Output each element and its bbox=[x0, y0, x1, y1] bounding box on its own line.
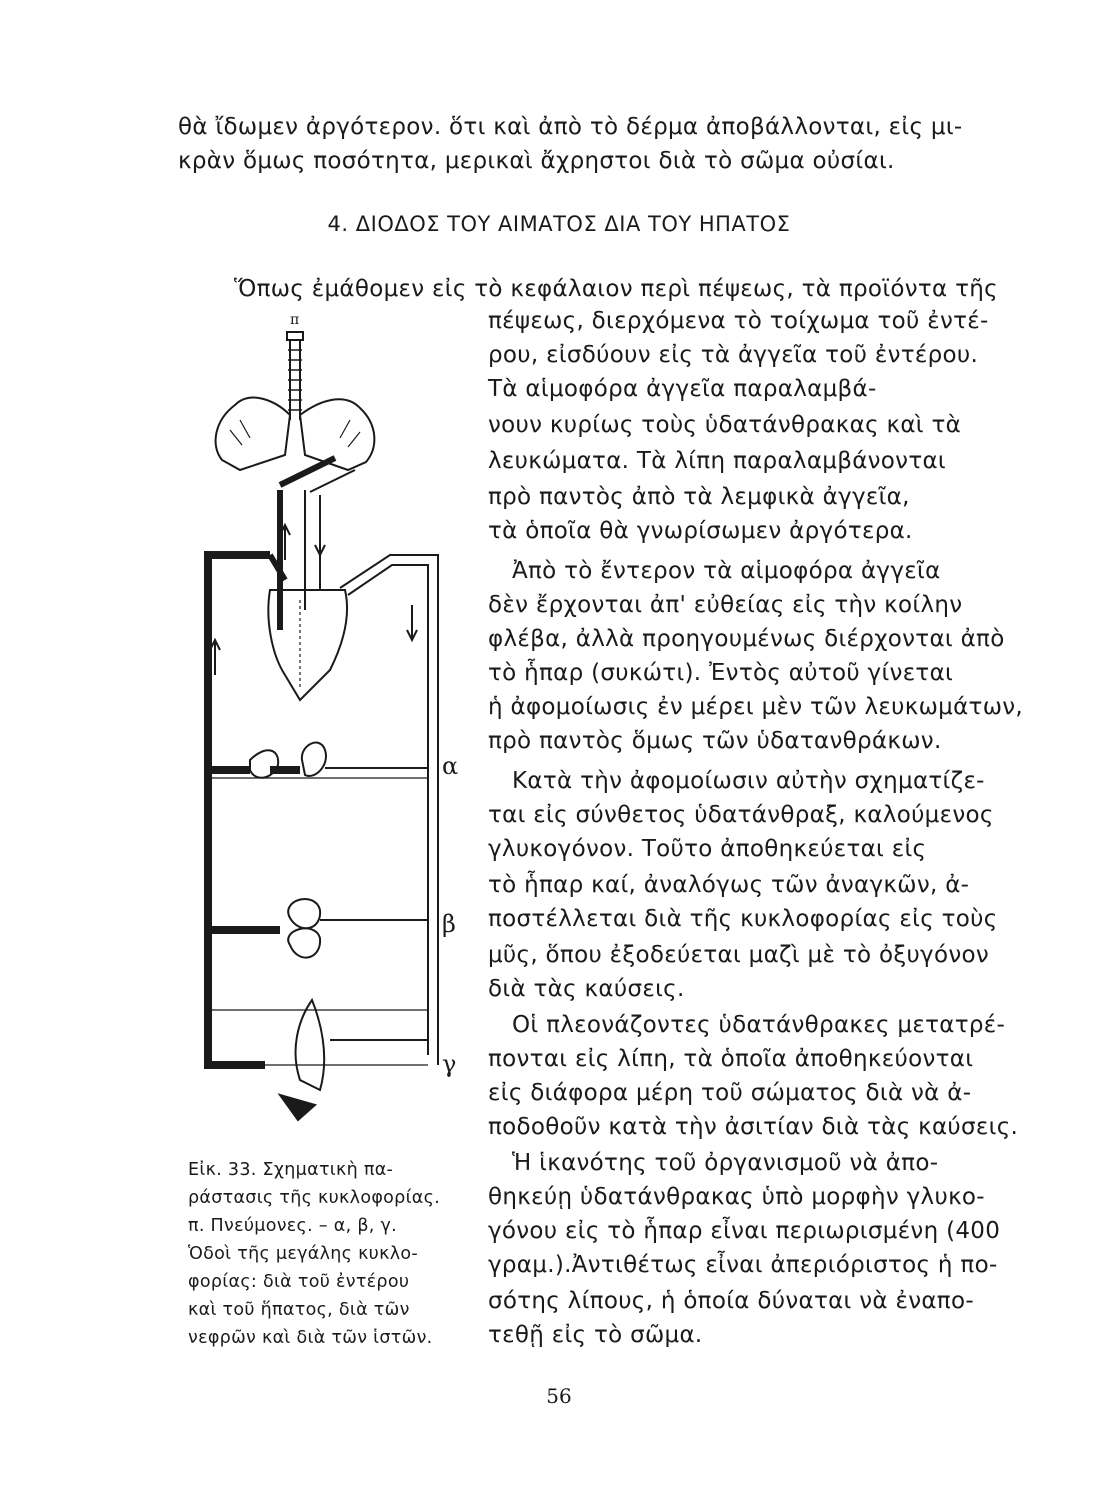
aorta-inner bbox=[348, 565, 428, 1055]
figure-caption-line: Εἰκ. 33. Σχηματικὴ πα- bbox=[188, 1160, 394, 1180]
body-text-line: πρὸ παντὸς ὅμως τῶν ὑδατανθράκων. bbox=[488, 728, 942, 754]
label-gamma: γ bbox=[442, 1050, 457, 1078]
body-text-line: Οἱ πλεονάζοντες ὑδατάνθρακες μετατρέ- bbox=[512, 1012, 1006, 1038]
body-text-line: Ἡ ἱκανότης τοῦ ὀργανισμοῦ νὰ ἀπο- bbox=[512, 1150, 939, 1176]
body-text-line: γόνου εἰς τὸ ἧπαρ εἶναι περιωρισμένη (400 bbox=[488, 1218, 1001, 1244]
body-text-line: ται εἰς σύνθετος ὑδατάνθραξ, καλούμενος bbox=[488, 802, 994, 828]
figure-caption-line: καὶ τοῦ ἥπατος, διὰ τῶν bbox=[188, 1300, 410, 1320]
body-text-line: τὸ ἧπαρ (συκώτι). Ἐντὸς αὐτοῦ γίνεται bbox=[488, 660, 954, 686]
aorta bbox=[340, 555, 438, 1065]
lung-hatching bbox=[230, 420, 360, 447]
figure-caption-line: νεφρῶν καὶ διὰ τῶν ἱστῶν. bbox=[188, 1328, 433, 1348]
pulmonary-branch-right bbox=[310, 470, 355, 492]
body-text-line: εἰς διάφορα μέρη τοῦ σώματος διὰ νὰ ἀ- bbox=[488, 1080, 972, 1106]
body-text-line: Ὅπως ἐμάθομεν εἰς τὸ κεφάλαιον περὶ πέψεως, τὰ προϊόντα τῆς bbox=[234, 276, 998, 302]
vena-cava bbox=[208, 555, 270, 1065]
figure-caption-line: Ὁδοὶ τῆς μεγάλης κυκλο- bbox=[188, 1244, 418, 1264]
label-alpha: α bbox=[442, 752, 459, 780]
body-text-line: κρὰν ὅμως ποσότητα, μερικαὶ ἄχρηστοι διὰ τὸ σῶμα οὐσίαι. bbox=[178, 148, 895, 174]
label-pi: π bbox=[290, 312, 300, 328]
body-text-line: Κατὰ τὴν ἀφομοίωσιν αὐτὴν σχηματίζε- bbox=[512, 768, 985, 794]
body-text-line: πέψεως, διερχόμενα τὸ τοίχωμα τοῦ ἐντέ- bbox=[488, 308, 989, 334]
body-text-line: ποστέλλεται διὰ τῆς κυκλοφορίας εἰς τοὺς bbox=[488, 906, 998, 932]
intestine bbox=[302, 743, 326, 776]
body-text-line: μῦς, ὅπου ἐξοδεύεται μαζὶ μὲ τὸ ὀξυγόνον bbox=[488, 942, 990, 968]
body-text-line: σότης λίπους, ἡ ὁποία δύναται νὰ ἐναπο- bbox=[488, 1288, 974, 1314]
body-text-line: πρὸ παντὸς ἀπὸ τὰ λεμφικὰ ἀγγεῖα, bbox=[488, 484, 910, 510]
figure-caption-line: φορίας: διὰ τοῦ ἐντέρου bbox=[188, 1272, 410, 1292]
body-text-line: ποδοθοῦν κατὰ τὴν ἀσιτίαν διὰ τὰς καύσεις. bbox=[488, 1114, 1019, 1140]
section-heading: 4. ΔΙΟΔΟΣ ΤΟΥ ΑΙΜΑΤΟΣ ΔΙΑ ΤΟΥ ΗΠΑΤΟΣ bbox=[327, 212, 791, 236]
down-arrow-icon bbox=[407, 605, 417, 640]
trachea-top bbox=[287, 332, 303, 340]
body-text-line: γλυκογόνον. Τοῦτο ἀποθηκεύεται εἰς bbox=[488, 836, 927, 862]
body-text-line: νουν κυρίως τοὺς ὑδατάνθρακας καὶ τὰ bbox=[488, 412, 962, 438]
body-text-line: γραμ.).Ἀντιθέτως εἶναι ἀπεριόριστος ἡ πο- bbox=[488, 1252, 998, 1278]
body-text-line: ρου, εἰσδύουν εἰς τὰ ἀγγεῖα τοῦ ἐντέρου. bbox=[488, 342, 979, 368]
figure-caption-line: π. Πνεύμονες. – α, β, γ. bbox=[188, 1216, 398, 1236]
down-arrow-icon bbox=[315, 520, 325, 555]
circulation-diagram bbox=[180, 312, 480, 1150]
left-lung bbox=[216, 398, 290, 470]
body-text-line: ἡ ἀφομοίωσις ἐν μέρει μὲν τῶν λευκωμάτων, bbox=[488, 694, 1024, 720]
body-text-line: τεθῇ εἰς τὸ σῶμα. bbox=[488, 1322, 703, 1348]
body-text-line: θηκεύῃ ὑδατάνθρακας ὑπὸ μορφὴν γλυκο- bbox=[488, 1184, 985, 1210]
body-text-line: τὸ ἧπαρ καί, ἀναλόγως τῶν ἀναγκῶν, ἀ- bbox=[488, 872, 970, 898]
body-text-line: φλέβα, ἀλλὰ προηγουμένως διέρχονται ἀπὸ bbox=[488, 626, 1005, 652]
tissue-bone bbox=[280, 1095, 315, 1120]
kidney-upper bbox=[288, 899, 320, 928]
figure-caption-line: ράστασις τῆς κυκλοφορίας. bbox=[188, 1188, 441, 1208]
page-number: 56 bbox=[546, 1384, 572, 1408]
muscle-tissue bbox=[296, 1000, 325, 1090]
body-text-line: πονται εἰς λίπη, τὰ ὁποῖα ἀποθηκεύονται bbox=[488, 1046, 974, 1072]
pulmonary-branch bbox=[280, 458, 335, 485]
body-text-line: τὰ ὁποῖα θὰ γνωρίσωμεν ἀργότερα. bbox=[488, 518, 913, 544]
kidney-lower bbox=[288, 928, 320, 957]
body-text-line: θὰ ἴδωμεν ἀργότερον. ὅτι καὶ ἀπὸ τὸ δέρμα ἀποβάλλονται, εἰς μι- bbox=[178, 114, 963, 140]
body-text-line: διὰ τὰς καύσεις. bbox=[488, 976, 685, 1002]
label-beta: β bbox=[442, 910, 456, 938]
body-text-line: λευκώματα. Τὰ λίπη παραλαμβάνονται bbox=[488, 448, 947, 474]
body-text-line: Τὰ αἱμοφόρα ἀγγεῖα παραλαμβά- bbox=[488, 376, 877, 402]
circulation-diagram-svg bbox=[180, 320, 480, 1150]
body-text-line: Ἀπὸ τὸ ἔντερον τὰ αἱμοφόρα ἀγγεῖα bbox=[512, 558, 941, 584]
right-lung bbox=[300, 399, 374, 470]
body-text-line: δὲν ἔρχονται ἀπ' εὐθείας εἰς τὴν κοίλην bbox=[488, 592, 963, 618]
